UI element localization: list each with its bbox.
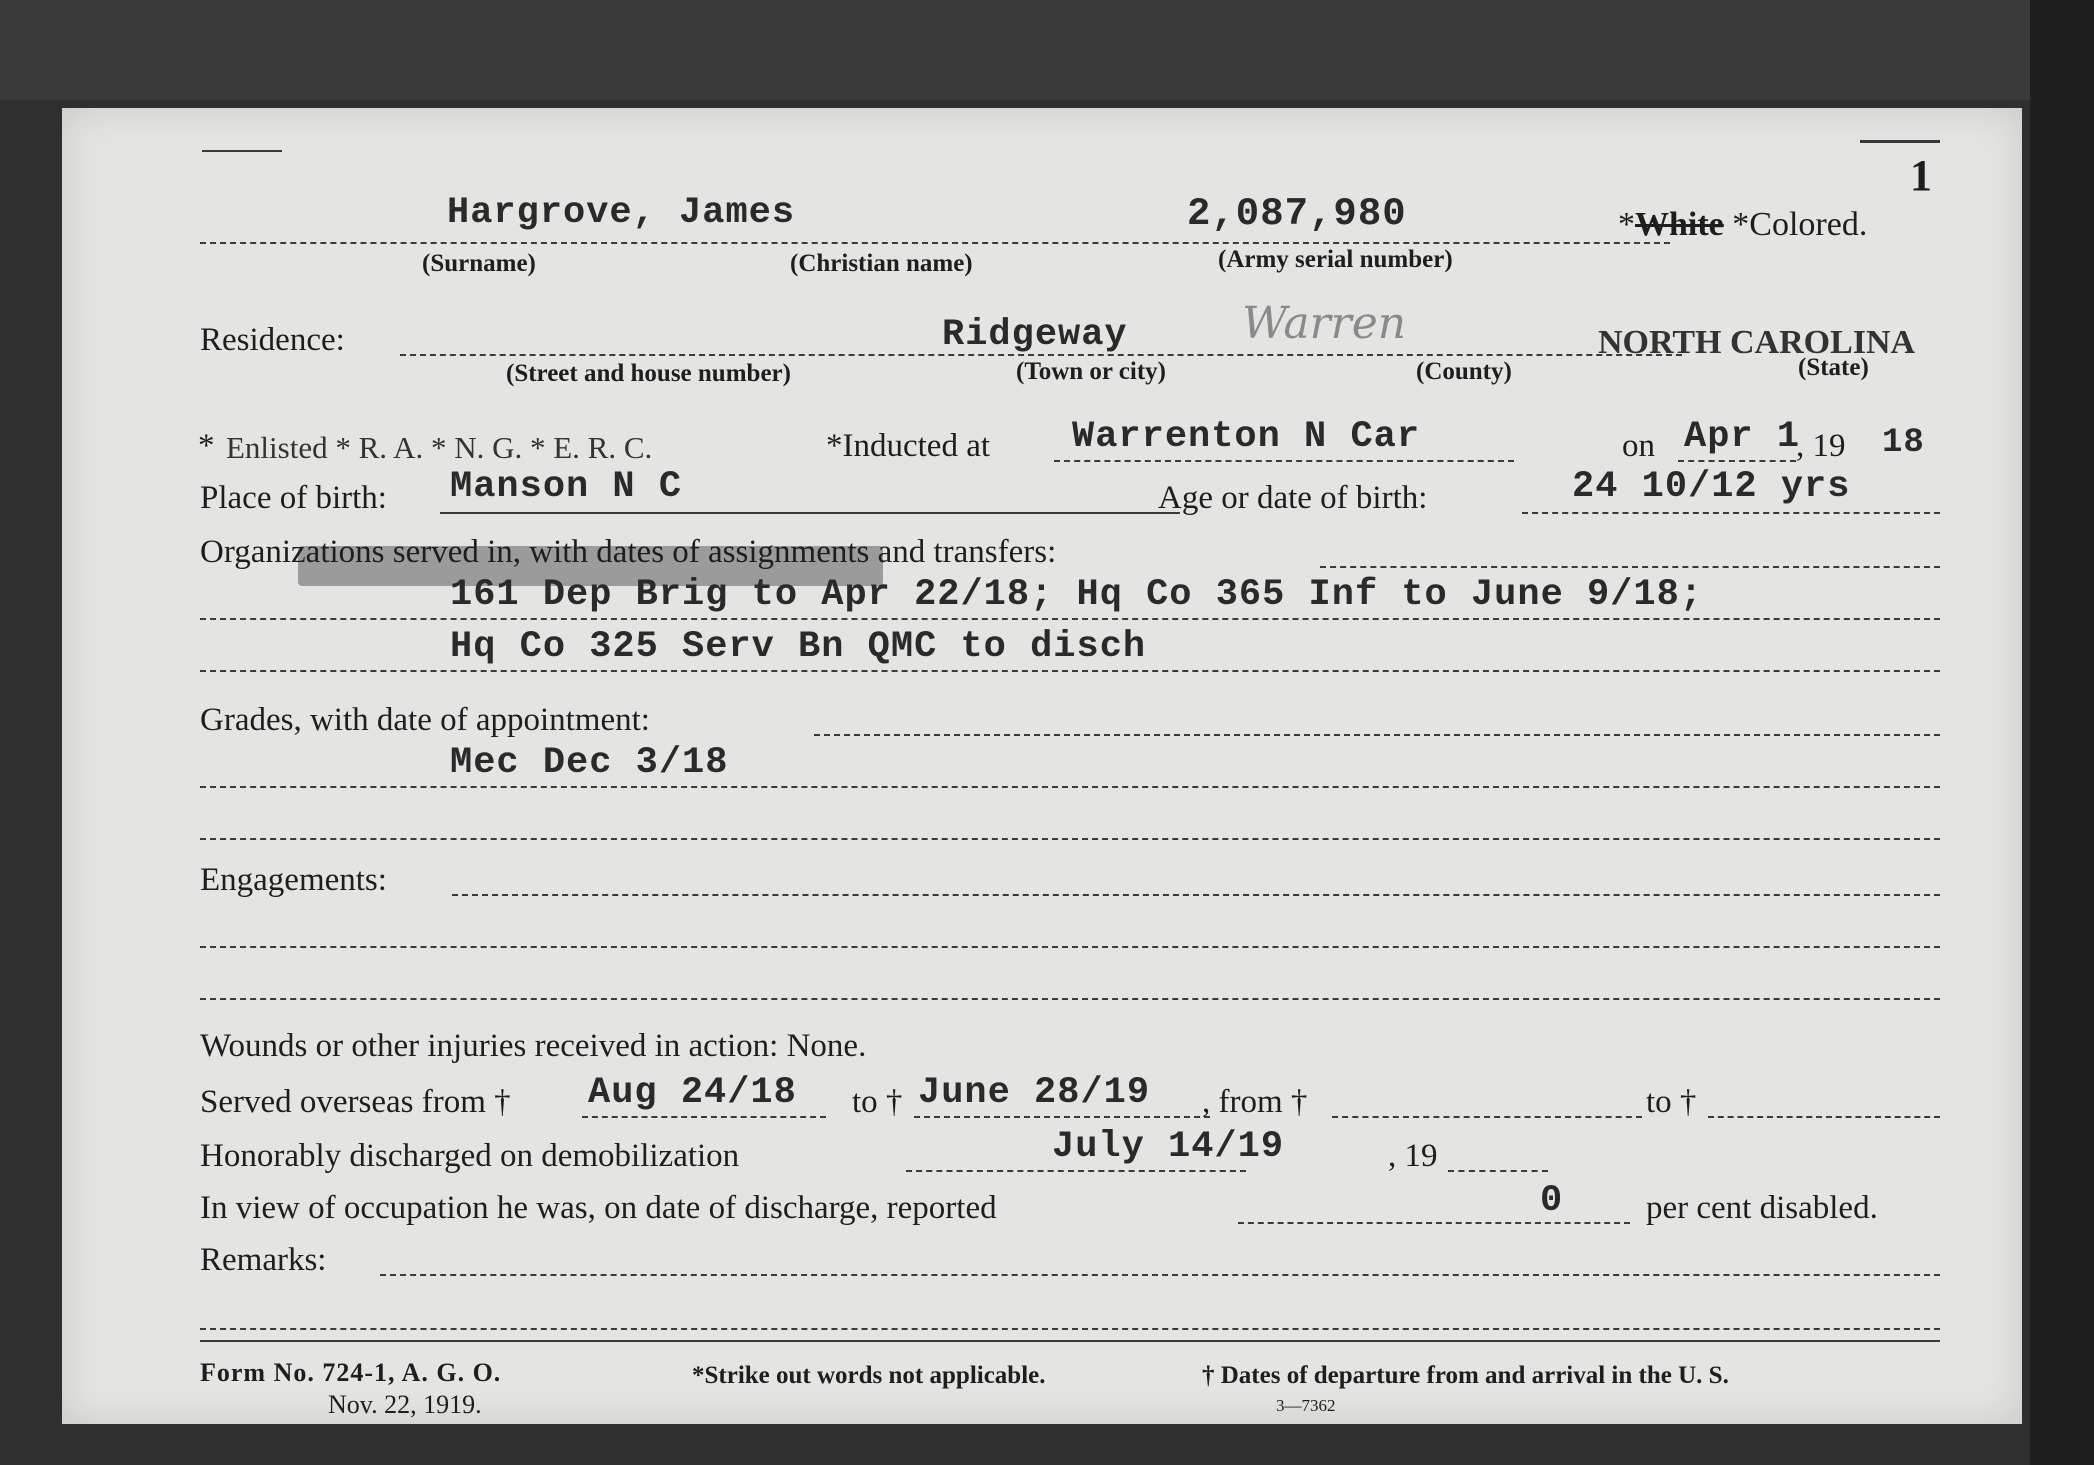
scan-background-right: [2030, 0, 2094, 1465]
on-label: on: [1622, 428, 1655, 464]
print-code: 3—7362: [1276, 1396, 1336, 1415]
discharge-date-value: July 14/19: [1052, 1126, 1285, 1168]
overseas-to-value: June 28/19: [918, 1072, 1151, 1114]
disabled-line: [1238, 1222, 1630, 1224]
birth-place-label: Place of birth:: [200, 480, 387, 516]
discharged-label: Honorably discharged on demobilization: [200, 1138, 740, 1174]
state-value: NORTH CAROLINA: [1598, 324, 1916, 361]
form-number: Form No. 724-1, A. G. O.: [200, 1358, 502, 1387]
service-record-card: [62, 108, 2022, 1424]
organizations-line-2: [200, 670, 1940, 672]
discharge-year-label: , 19: [1388, 1138, 1438, 1174]
overseas-to-line: [914, 1116, 1210, 1118]
date-line: [1678, 460, 1796, 462]
age-label: Age or date of birth:: [1158, 480, 1428, 516]
county-value-handwritten: Warren: [1242, 298, 1407, 349]
organizations-value-2: Hq Co 325 Serv Bn QMC to disch: [450, 626, 1147, 668]
footnote-dates: † Dates of departure from and arrival in the U. S.: [1202, 1362, 1729, 1389]
caption-surname: (Surname): [422, 250, 536, 277]
overseas-from-line-2: [1332, 1116, 1642, 1118]
overseas-from-label-2: , from †: [1202, 1084, 1308, 1120]
remarks-line-0: [380, 1274, 1940, 1276]
race-white-struck: White: [1635, 206, 1724, 243]
year-value: 18: [1882, 424, 1925, 462]
enlisted-prefix: *: [198, 428, 215, 464]
engagements-line-0: [452, 894, 1940, 896]
overseas-from-line: [582, 1116, 826, 1118]
caption-county: (County): [1416, 358, 1512, 385]
race-star-white: *: [1618, 206, 1635, 243]
birth-place-value: Manson N C: [450, 466, 683, 508]
age-value: 24 10/12 yrs: [1572, 466, 1851, 508]
caption-serial-number: (Army serial number): [1218, 246, 1453, 273]
grades-line-0: [814, 734, 1940, 736]
discharge-year-line: [1448, 1170, 1548, 1172]
wounds-label: Wounds or other injuries received in action: None.: [200, 1028, 867, 1064]
caption-town: (Town or city): [1016, 358, 1166, 385]
grades-value-1: Mec Dec 3/18: [450, 742, 729, 784]
engagements-line-1: [200, 946, 1940, 948]
overseas-label: Served overseas from †: [200, 1084, 511, 1120]
surname-name-value: Hargrove, James: [447, 192, 796, 234]
percent-disabled-label: per cent disabled.: [1646, 1190, 1878, 1226]
town-value: Ridgeway: [942, 314, 1128, 356]
engagements-line-2: [200, 998, 1940, 1000]
caption-state: (State): [1798, 354, 1869, 381]
birth-place-line: [440, 512, 1180, 514]
top-right-rule: [1860, 140, 1940, 143]
age-line: [1522, 512, 1940, 514]
overseas-to-line-2: [1708, 1116, 1940, 1118]
form-date: Nov. 22, 1919.: [328, 1390, 482, 1419]
inducted-date-value: Apr 1: [1684, 416, 1801, 458]
race-star-colored: *: [1732, 206, 1750, 243]
engagements-label: Engagements:: [200, 862, 387, 898]
grades-line-1: [200, 786, 1940, 788]
footnote-strike-out: *Strike out words not applicable.: [692, 1362, 1046, 1389]
organizations-line-1: [200, 618, 1940, 620]
remarks-line-1: [200, 1328, 1940, 1330]
inducted-line: [1054, 460, 1514, 462]
enlisted-options-struck: Enlisted * R. A. * N. G. * E. R. C.: [226, 430, 653, 465]
residence-label: Residence:: [200, 322, 345, 358]
race-selector: [1618, 206, 1867, 244]
remarks-label: Remarks:: [200, 1242, 327, 1278]
organizations-value-1: 161 Dep Brig to Apr 22/18; Hq Co 365 Inf to June 9/18;: [450, 574, 1703, 616]
serial-number-value: 2,087,980: [1187, 192, 1407, 236]
grades-label: Grades, with date of appointment:: [200, 702, 650, 738]
card-number: 1: [1910, 151, 1932, 200]
footer-rule: [200, 1340, 1940, 1342]
organizations-line-0: [1320, 566, 1940, 568]
organizations-label: Organizations served in, with dates of assignments and transfers:: [200, 534, 1057, 570]
disabled-value: 0: [1540, 1180, 1564, 1222]
race-colored: Colored.: [1749, 206, 1868, 243]
caption-street: (Street and house number): [506, 360, 791, 387]
name-line: [200, 242, 1670, 244]
scan-background-top: [0, 0, 2094, 100]
grades-line-2: [200, 838, 1940, 840]
inducted-place-value: Warrenton N Car: [1072, 416, 1421, 458]
top-left-rule: [202, 150, 282, 152]
occupation-label: In view of occupation he was, on date of discharge, reported: [200, 1190, 997, 1226]
year-prefix: , 19: [1796, 428, 1846, 464]
overseas-to-label: to †: [852, 1084, 903, 1120]
overseas-from-value: Aug 24/18: [588, 1072, 797, 1114]
overseas-to-label-2: to †: [1646, 1084, 1697, 1120]
discharge-line: [906, 1170, 1246, 1172]
inducted-label: *Inducted at: [826, 428, 991, 464]
caption-christian-name: (Christian name): [790, 250, 973, 277]
